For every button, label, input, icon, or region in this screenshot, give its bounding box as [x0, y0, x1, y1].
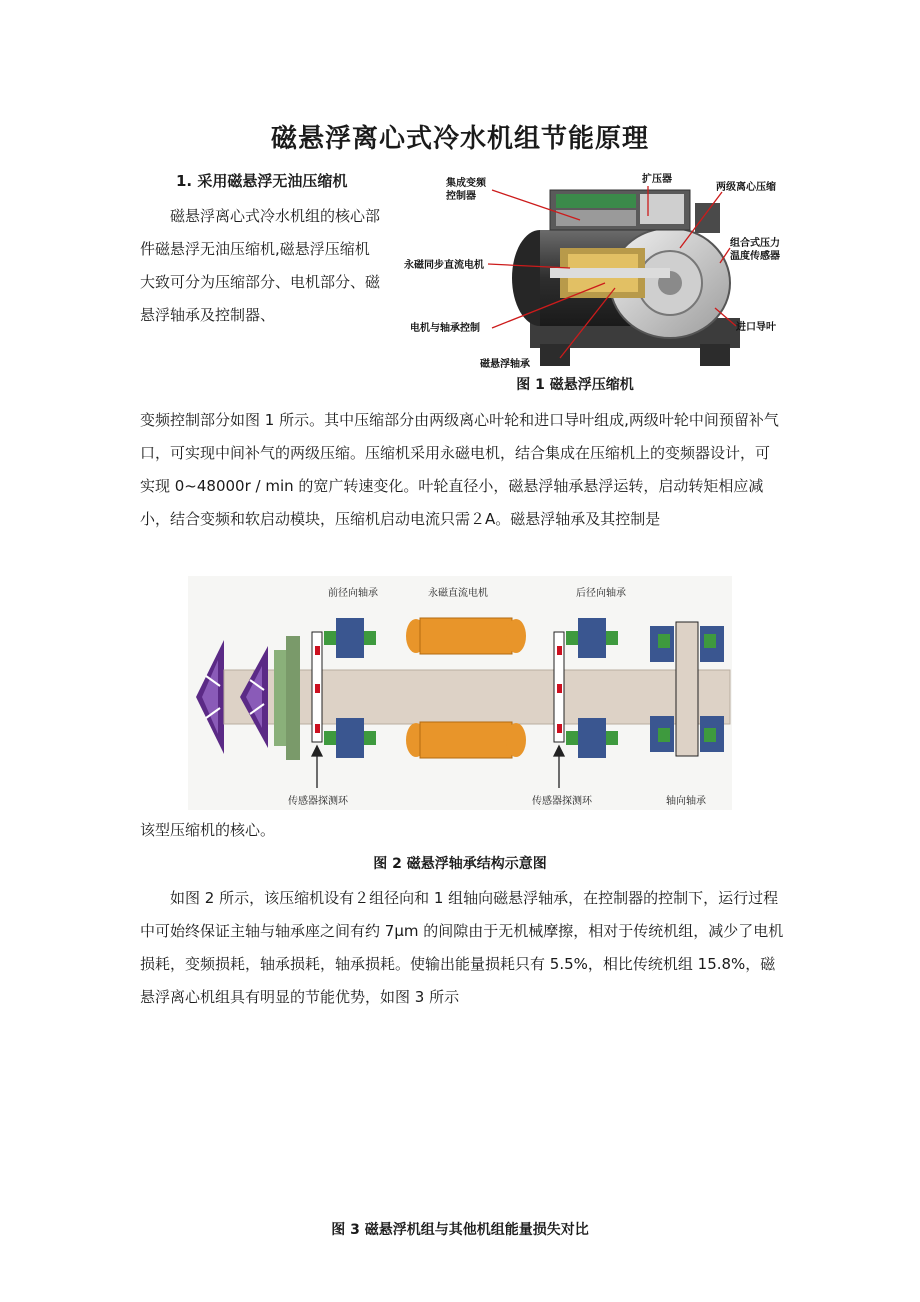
- label-controller: 控制器: [446, 191, 476, 202]
- label-sensor-ring-rear: 传感器探测环: [532, 796, 592, 807]
- label-pm-dc-motor: 永磁直流电机: [428, 588, 488, 599]
- section-heading: 1. 采用磁悬浮无油压缩机: [176, 172, 348, 190]
- figure2-caption: 图 2 磁悬浮轴承结构示意图: [373, 856, 547, 872]
- paragraph-compression: 变频控制部分如图 1 所示。其中压缩部分由两级离心叶轮和进口导叶组成,两级叶轮中间预留补气口，可实现中间补气的两级压缩。压缩机采用永磁电机，结合集成在压缩机上的变频器设计，可实现 0~48000r / min 的宽广转速变化。叶轮直径小，磁悬浮轴承悬浮运转，启动转矩相应减小，结合变频和软启动模块，压缩机启动电流只需２A。磁悬浮轴承及其控制是: [140, 411, 779, 528]
- paragraph-intro: 磁悬浮离心式冷水机组的核心部件磁悬浮无油压缩机,磁悬浮压缩机大致可分为压缩部分、电机部分、磁悬浮轴承及控制器、: [140, 207, 381, 324]
- label-combo-sensor-1: 组合式压力: [730, 238, 780, 249]
- label-pm-motor: 永磁同步直流电机: [404, 260, 484, 271]
- figure1-caption: 图 1 磁悬浮压缩机: [516, 377, 634, 393]
- label-diffuser: 扩压器: [642, 174, 672, 185]
- label-integrated-vfd: 集成变频: [446, 178, 486, 189]
- label-axial-bearing: 轴向轴承: [666, 796, 706, 807]
- figure3-caption: 图 3 磁悬浮机组与其他机组能量损失对比: [331, 1222, 589, 1238]
- figure1-compressor-image: [400, 168, 790, 373]
- page-title: 磁悬浮离心式冷水机组节能原理: [270, 124, 649, 154]
- label-inlet-guide: 进口导叶: [736, 322, 776, 333]
- label-rear-radial: 后径向轴承: [576, 588, 626, 599]
- label-motor-bearing-ctrl: 电机与轴承控制: [410, 323, 480, 334]
- label-sensor-ring-front: 传感器探测环: [288, 796, 348, 807]
- label-combo-sensor-2: 温度传感器: [730, 251, 780, 262]
- label-mag-bearing: 磁悬浮轴承: [480, 359, 530, 370]
- figure2-bearing-diagram: [188, 576, 732, 810]
- paragraph-core: 该型压缩机的核心。: [140, 821, 276, 839]
- paragraph-energy: 如图 2 所示，该压缩机设有２组径向和 1 组轴向磁悬浮轴承，在控制器的控制下，运行过程中可始终保证主轴与轴承座之间有约 7μm 的间隙由于无机械摩擦，相对于传统机组，减少了电机损耗，变频损耗，轴承损耗，轴承损耗。使输出能量损耗只有 5.5%，相比传统机组 15.8%，磁悬浮离心机组具有明显的节能优势，如图 3 所示: [140, 889, 784, 1006]
- label-front-radial: 前径向轴承: [328, 588, 378, 599]
- label-two-stage: 两级离心压缩: [716, 182, 776, 193]
